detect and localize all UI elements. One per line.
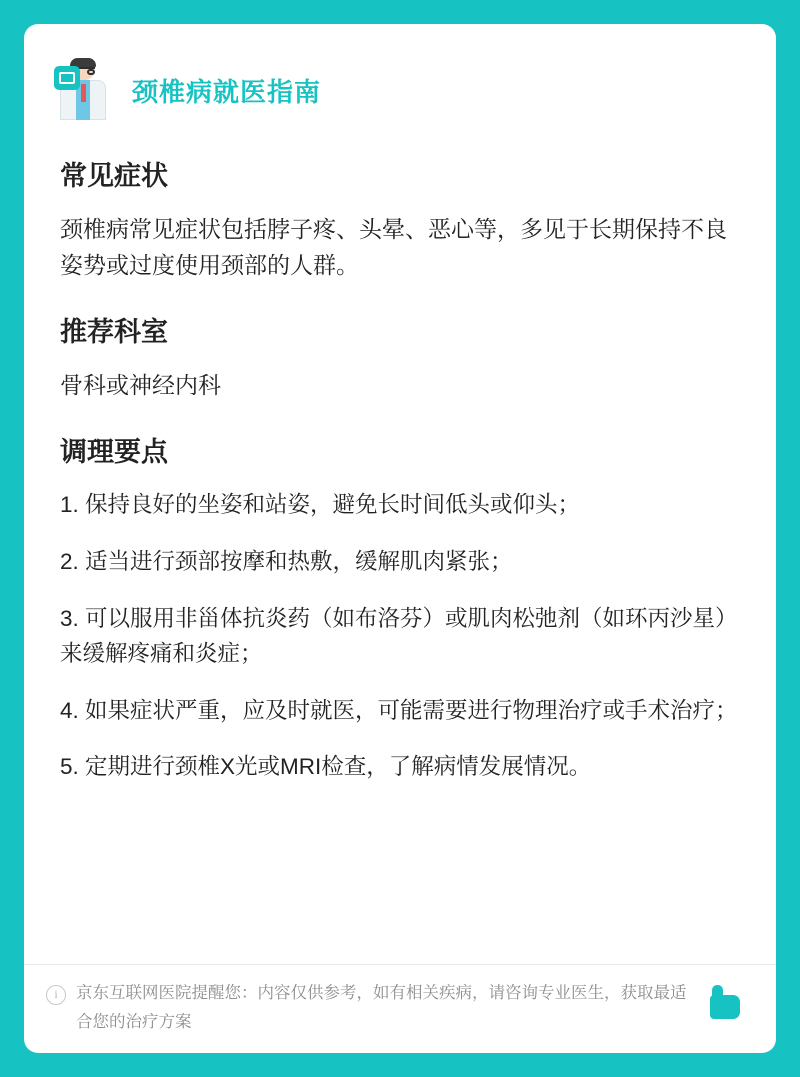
list-item: 1. 保持良好的坐姿和站姿，避免长时间低头或仰头； (60, 492, 581, 518)
id-badge-icon (54, 66, 80, 90)
department-text: 骨科或神经内科 (60, 372, 221, 399)
doctor-avatar-icon (54, 58, 116, 120)
card-footer (24, 964, 776, 1053)
info-icon: i (46, 985, 66, 1005)
card-header (24, 24, 776, 120)
care-heading: 调理要点 (60, 436, 168, 467)
thumbs-up-icon[interactable] (706, 985, 746, 1025)
card-content (24, 120, 776, 785)
disclaimer-text: 京东互联网医院提醒您：内容仅供参考，如有相关疾病，请咨询专业医生，获取最适合您的治疗方案 (76, 984, 687, 1032)
list-item: 2. 适当进行颈部按摩和热敷，缓解肌肉紧张； (60, 548, 513, 574)
list-item: 4. 如果症状严重，应及时就医，可能需要进行物理治疗或手术治疗； (60, 697, 738, 723)
care-points-list (60, 488, 740, 785)
list-item: 3. 可以服用非甾体抗炎药（如布洛芬）或肌肉松弛剂（如环丙沙星）来缓解疼痛和炎症； (60, 605, 738, 666)
page-title: 颈椎病就医指南 (132, 77, 322, 107)
symptoms-text: 颈椎病常见症状包括脖子疼、头晕、恶心等，多见于长期保持不良姿势或过度使用颈部的人群。 (60, 216, 727, 279)
symptoms-heading: 常见症状 (60, 161, 168, 191)
list-item: 5. 定期进行颈椎X光或MRI检查，了解病情发展情况。 (60, 754, 592, 780)
guide-card (24, 24, 776, 1053)
department-heading: 推荐科室 (60, 316, 168, 347)
